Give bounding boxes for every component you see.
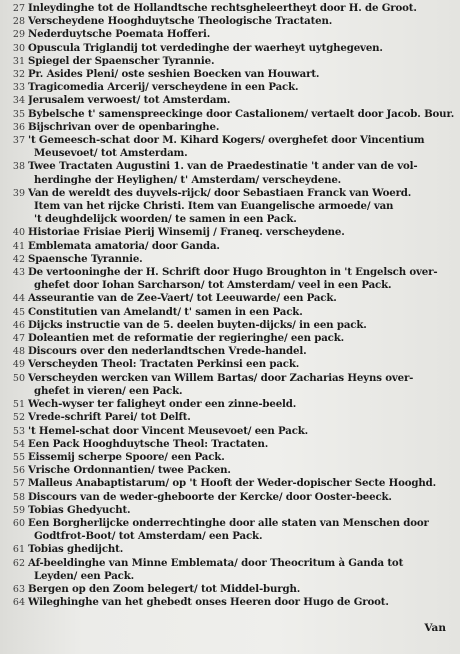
entry-number: 64 (12, 597, 25, 609)
entry-line: ghefet in vieren/ een Pack. (34, 384, 183, 397)
list-item (8, 94, 454, 107)
entry-text (28, 425, 454, 438)
entry-text (28, 55, 454, 68)
list-item (8, 15, 454, 28)
entry-line: Verscheyden wercken van Willem Bartas/ door Zacharias Heyns over- (28, 371, 414, 384)
entry-text (28, 121, 454, 134)
entry-line: Emblemata amatoria/ door Ganda. (28, 239, 220, 252)
list-item (8, 332, 454, 345)
entry-number: 27 (12, 3, 25, 14)
entry-text (28, 240, 454, 253)
entry-line: Tobias ghedijcht. (28, 543, 124, 556)
entry-line: Tragicomedia Arcerij/ verscheydene in een Pack. (28, 81, 299, 94)
entry-line: 't Hemel-schat door Vincent Meusevoet/ een Pack. (28, 424, 309, 437)
entry-line: Verscheydene Hooghduytsche Theologische Tractaten. (28, 15, 333, 28)
entry-text (28, 358, 454, 371)
entry-line: Bergen op den Zoom belegert/ tot Middel-burgh. (28, 582, 301, 595)
entry-number: 44 (12, 293, 25, 305)
entry-line: Twee Tractaten Augustini 1. van de Praedestinatie 't ander van de vol- (28, 160, 418, 173)
entry-number: 46 (12, 319, 25, 331)
entry-text (28, 253, 454, 266)
entry-text (28, 451, 454, 464)
entry-text (28, 491, 454, 504)
entry-line: Verscheyden Theol: Tractaten Perkinsi een pack. (28, 358, 300, 371)
entry-line: Tobias Ghedyucht. (28, 503, 131, 516)
list-item (8, 425, 454, 438)
entry-line: Wech-wyser ter faligheyt onder een zinne-beeld. (28, 398, 297, 411)
list-item (8, 226, 454, 239)
entry-line: Discours van de weder-gheboorte der Kercke/ door Ooster-beeck. (28, 490, 392, 503)
entry-line: Item van het rijcke Christi. Item van Euangelische armoede/ van (34, 200, 394, 213)
list-item (8, 42, 454, 55)
entry-line: Doleantien met de reformatie der regieringhe/ een pack. (28, 332, 345, 345)
list-item (8, 68, 454, 81)
entry-line: Bybelsche t' samenspreeckinge door Castalionem/ vertaelt door Jacob. Bour. (28, 107, 455, 120)
entry-line: Eissemij scherpe Spoore/ een Pack. (28, 450, 225, 463)
entry-line: Af-beeldinghe van Minne Emblemata/ door Theocritum à Ganda tot (28, 556, 404, 569)
entry-text (28, 81, 454, 94)
entry-line: Van de wereldt des duyvels-rijck/ door Sebastiaen Franck van Woerd. (28, 186, 412, 199)
entry-line: Vrische Ordonnantien/ twee Packen. (28, 464, 231, 477)
entry-text (28, 583, 454, 596)
list-item (8, 121, 454, 134)
entry-number: 57 (12, 478, 25, 490)
list-item (8, 292, 454, 305)
entry-text (28, 464, 454, 477)
entry-text (28, 332, 454, 345)
list-item (8, 240, 454, 253)
entry-text (28, 292, 454, 305)
entry-text (28, 398, 454, 411)
list-item (8, 451, 454, 464)
entry-number: 60 (12, 517, 25, 529)
list-item (8, 108, 454, 121)
entry-line: Spiegel der Spaenscher Tyrannie. (28, 54, 215, 67)
entry-number: 53 (12, 425, 25, 437)
entry-text (28, 319, 454, 332)
entry-line: Historiae Frisiae Pierij Winsemij / Franeq. verscheydene. (28, 226, 345, 239)
list-item (8, 583, 454, 596)
entry-number: 39 (12, 187, 25, 199)
entry-line: Vrede-schrift Parei/ tot Delft. (28, 411, 191, 424)
entry-number: 31 (12, 55, 25, 67)
entry-number: 38 (12, 161, 25, 173)
entry-number: 32 (12, 69, 25, 81)
entry-line: Een Borgherlijcke onderrechtinghe door alle staten van Menschen door (28, 516, 429, 529)
list-item (8, 345, 454, 358)
entry-text (28, 134, 454, 160)
entry-number: 62 (12, 557, 25, 569)
entry-text (28, 160, 454, 186)
entry-number: 30 (12, 42, 25, 54)
list-item (8, 253, 454, 266)
entry-line: ghefet door Iohan Sarcharson/ tot Amsterdam/ veel in een Pack. (34, 279, 392, 292)
catchword: Van (424, 622, 446, 634)
entry-number: 54 (12, 438, 25, 450)
entry-line: Wileghinghe van het ghebedt onses Heeren door Hugo de Groot. (28, 596, 389, 609)
entry-line: Leyden/ een Pack. (34, 569, 135, 582)
entry-number: 47 (12, 333, 25, 345)
entry-number: 48 (12, 346, 25, 358)
entry-number: 28 (12, 16, 25, 28)
list-item (8, 411, 454, 424)
entry-line: Asseurantie van de Zee-Vaert/ tot Leeuwarde/ een Pack. (28, 292, 337, 305)
entry-number: 36 (12, 121, 25, 133)
entry-text (28, 226, 454, 239)
list-item (8, 543, 454, 556)
entry-line: De vertooninghe der H. Schrift door Hugo Broughton in 't Engelsch over- (28, 266, 438, 279)
entry-line: Bijschrivan over de openbaringhe. (28, 120, 220, 133)
entry-number: 41 (12, 240, 25, 252)
list-item (8, 438, 454, 451)
list-item (8, 134, 454, 160)
list-item (8, 81, 454, 94)
entry-number: 34 (12, 95, 25, 107)
entry-text (28, 108, 454, 121)
entry-text (28, 543, 454, 556)
entry-line: 't deughdelijck woorden/ te samen in een Pack. (34, 213, 297, 226)
entry-number: 29 (12, 29, 25, 41)
entry-text (28, 266, 454, 292)
entry-number: 37 (12, 135, 25, 147)
entry-line: Godtfrot-Boot/ tot Amsterdam/ een Pack. (34, 530, 263, 543)
entry-number: 51 (12, 399, 25, 411)
list-item (8, 491, 454, 504)
entry-text (28, 2, 454, 15)
entry-line: Pr. Asides Pleni/ oste seshien Boecken van Houwart. (28, 68, 320, 81)
entry-line: Opuscula Triglandij tot verdedinghe der waerheyt uytghegeven. (28, 41, 383, 54)
list-item (8, 319, 454, 332)
entry-number: 49 (12, 359, 25, 371)
list-item (8, 358, 454, 371)
entry-number: 56 (12, 465, 25, 477)
entry-number: 50 (12, 372, 25, 384)
list-item (8, 557, 454, 583)
list-item (8, 187, 454, 227)
entry-number: 43 (12, 267, 25, 279)
entry-line: Spaensche Tyrannie. (28, 252, 143, 265)
list-item (8, 517, 454, 543)
entry-number: 59 (12, 504, 25, 516)
list-item (8, 398, 454, 411)
entry-text (28, 504, 454, 517)
entry-text (28, 596, 454, 609)
entry-text (28, 517, 454, 543)
entry-number: 55 (12, 451, 25, 463)
entry-line: Discours over den nederlandtschen Vrede-handel. (28, 345, 307, 358)
entry-line: 't Gemeesch-schat door M. Kihard Kogers/ overghefet door Vincentium (28, 134, 425, 147)
entry-line: Een Pack Hooghduytsche Theol: Tractaten. (28, 437, 269, 450)
entry-text (28, 557, 454, 583)
list-item (8, 504, 454, 517)
entry-line: herdinghe der Heylighen/ t' Amsterdam/ verscheydene. (34, 173, 342, 186)
list-item (8, 55, 454, 68)
entry-line: Nederduytsche Poemata Hofferi. (28, 28, 211, 41)
entry-number: 58 (12, 491, 25, 503)
entry-line: Malleus Anabaptistarum/ op 't Hooft der Weder-dopischer Secte Hooghd. (28, 477, 436, 490)
entry-number: 52 (12, 412, 25, 424)
entry-text (28, 187, 454, 227)
entry-text (28, 94, 454, 107)
entry-number: 35 (12, 108, 25, 120)
entry-line: Jerusalem verwoest/ tot Amsterdam. (28, 94, 231, 107)
entry-number: 42 (12, 253, 25, 265)
entry-number: 33 (12, 82, 25, 94)
entry-number: 61 (12, 544, 25, 556)
entry-line: Inleydinghe tot de Hollandtsche rechtsgheleertheyt door H. de Groot. (28, 2, 417, 14)
list-item (8, 306, 454, 319)
list-item (8, 372, 454, 398)
entry-text (28, 42, 454, 55)
entry-text (28, 438, 454, 451)
entry-text (28, 28, 454, 41)
entry-line: Constitutien van Amelandt/ t' samen in een Pack. (28, 305, 303, 318)
list-item (8, 464, 454, 477)
list-item (8, 160, 454, 186)
list-item (8, 28, 454, 41)
entry-number: 45 (12, 306, 25, 318)
entry-number: 63 (12, 583, 25, 595)
entry-text (28, 15, 454, 28)
entry-text (28, 345, 454, 358)
entry-line: Meusevoet/ tot Amsterdam. (34, 147, 188, 160)
entry-text (28, 477, 454, 490)
entry-list (8, 2, 454, 609)
entry-text (28, 372, 454, 398)
entry-text (28, 411, 454, 424)
list-item (8, 477, 454, 490)
list-item (8, 266, 454, 292)
list-item (8, 2, 454, 15)
entry-text (28, 306, 454, 319)
entry-line: Dijcks instructie van de 5. deelen buyten-dijcks/ in een pack. (28, 318, 367, 331)
list-item (8, 596, 454, 609)
entry-number: 40 (12, 227, 25, 239)
entry-text (28, 68, 454, 81)
